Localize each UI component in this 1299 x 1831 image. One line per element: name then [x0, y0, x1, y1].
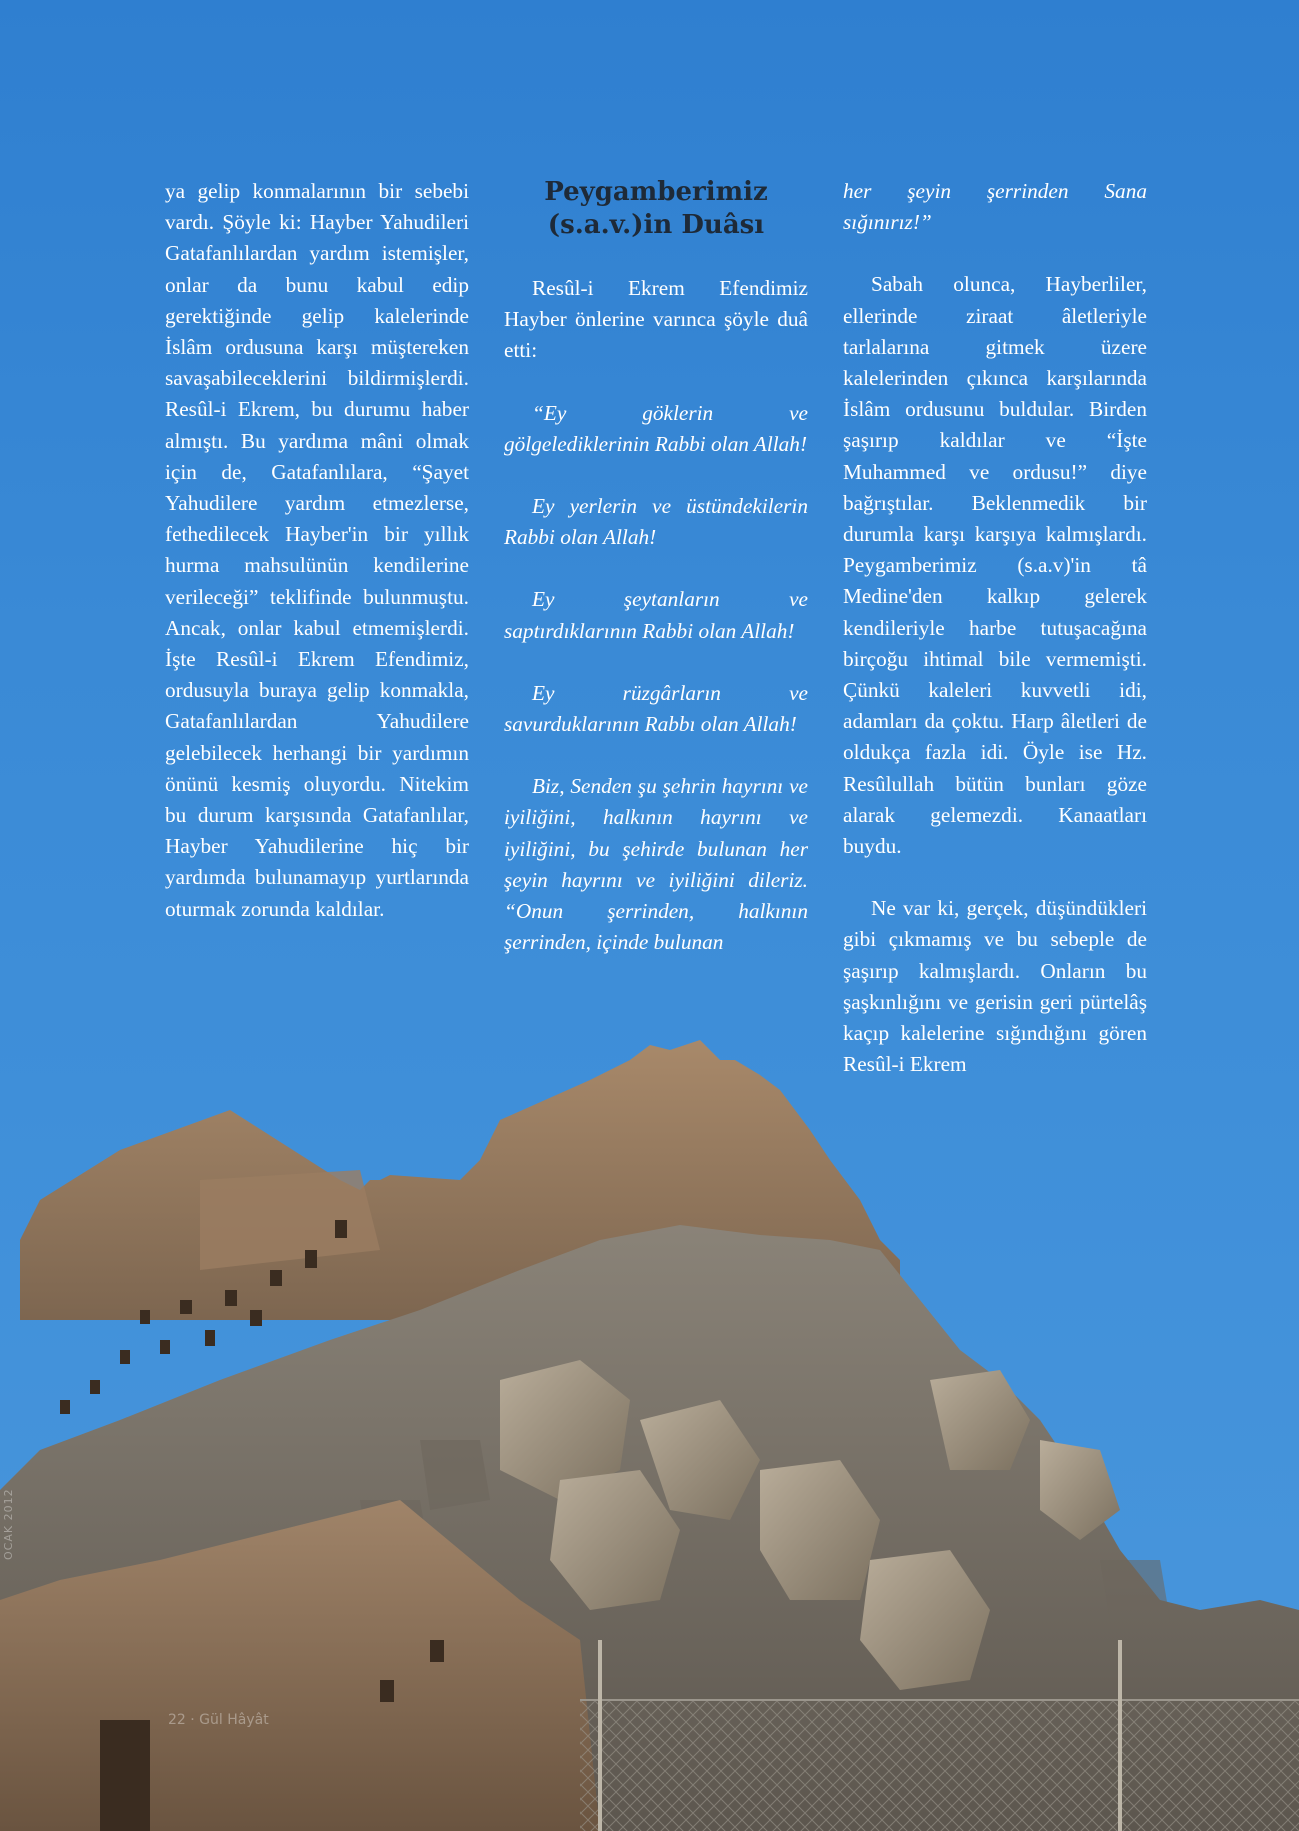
column-3: [843, 176, 1147, 1080]
prayer-line: Ey yerlerin ve üstündekilerin Rabbi olan Allah!: [504, 494, 808, 550]
prayer-line: Biz, Senden şu şehrin hayrını ve iyiliğini, halkının hayrını ve iyiliğini, bu şehirde bulunan her şeyin hayrını ve iyiliğini dileriz. “Onun şerrinden, halkının şerrinden, içinde bulunan: [504, 774, 808, 955]
paragraph: Sabah olunca, Hayberliler, ellerinde ziraat âletleriyle tarlalarına gitmek üzere kalelerinden çıkınca karşılarında İslâm ordusunu buldular. Birden şaşırıp kaldılar ve “İşte Muhammed ve ordusu!” diye bağrıştılar. Beklenmedik bir durumla karşı karşıya kalmışlardı. Peygamberimiz (s.a.v)'in tâ Medine'den kalkıp gelerek kendileriyle harbe tutuşacağına birçoğu ihtimal bile vermemişti. Çünkü kaleleri kuvvetli idi, adamları da çoktu. Harp âletleri de oldukça fazla idi. Öyle ise Hz. Resûlullah bütün bunları göze alarak gelemezdi. Kanaatları buydu.: [843, 272, 1147, 859]
paragraph: Resûl-i Ekrem Efendimiz Hayber önlerine varınca şöyle duâ etti:: [504, 276, 808, 363]
column-1: [165, 176, 469, 925]
paragraph: Ne var ki, gerçek, düşündükleri gibi çıkmamış ve bu sebeple de şaşırıp kalmışlardı. Onların bu şaşkınlığını ve gerisin geri pürtelâş kaçıp kalelerine sığındığını gören Resûl-i Ekrem: [843, 896, 1147, 1077]
prayer-line: Ey şeytanların ve saptırdıklarının Rabbi olan Allah!: [504, 587, 808, 643]
prayer-line: “Ey göklerin ve gölgelediklerinin Rabbi olan Allah!: [504, 400, 808, 456]
issue-date-vertical: OCAK 2012: [2, 1488, 15, 1560]
prayer-end: her şeyin şerrinden Sana sığınırız!”: [843, 179, 1147, 235]
fence: [580, 1700, 1299, 1831]
prayer-line: Ey rüzgârların ve savurduklarının Rabbı olan Allah!: [504, 680, 808, 737]
column-2: [504, 176, 808, 958]
paragraph: ya gelip konmalarının bir sebebi vardı. Şöyle ki: Hayber Yahudileri Gatafanlılardan yardım istemişler, onlar da bunu kabul edip gerektiğinde gelip kalelerinde İslâm ordusuna karşı müştereken savaşabileceklerini bildirmişlerdi. Resûl-i Ekrem, bu durumu haber almıştı. Bu yardıma mâni olmak için de, Gatafanlılara, “Şayet Yahudilere yardım etmezlerse, fethedilecek Hayber'in bir yıllık hurma mahsulünün kendilerine verileceği” teklifinde bulunmuştu. Ancak, onlar kabul etmemişlerdi. İşte Resûl-i Ekrem Efendimiz, ordusuyla buraya gelip konmakla, Gatafanlılardan Yahudilere gelebilecek herhangi bir yardımın önünü kesmiş oluyordu. Nitekim bu durum karşısında Gatafanlılar, Hayber Yahudilerine hiç bir yardımda bulunamayıp yurtlarında oturmak zorunda kaldılar.: [165, 179, 469, 921]
section-heading: Peygamberimiz (s.a.v.)in Duâsı: [544, 177, 768, 240]
page-folio: 22 · Gül Hâyât: [168, 1712, 269, 1728]
